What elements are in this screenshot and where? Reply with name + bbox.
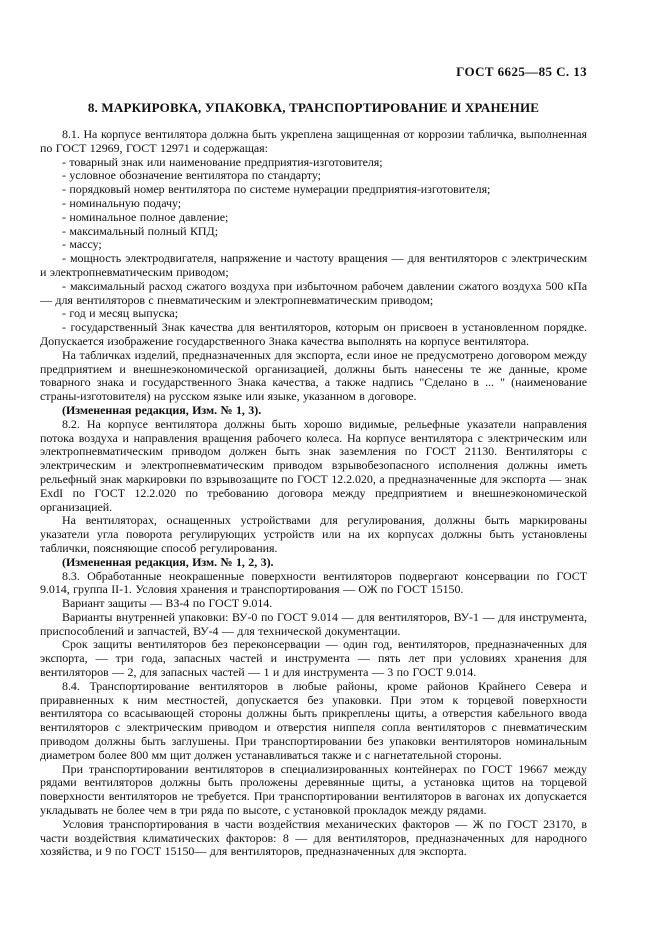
paragraph: На табличках изделий, предназначенных для экспорта, если иное не предусмотрено договором между предприятием и внешнеэкономической организацией, должны быть нанесены те же данные, кроме товарного знака и государственного Знака качества, а также надпись "Сделано в ... " (наименование страны-изготовителя) на русском языке или языке, указанном в договоре. [40, 347, 587, 404]
paragraph: 8.2. На корпусе вентилятора должны быть хорошо видимые, рельефные указатели направления потока воздуха и направления вращения рабочего колеса. На корпусе вентилятора с электрическим или электропневматическим приводом должен быть знак заземления по ГОСТ 21130. Вентиляторы с электрическим и электропневматическим приводом взрывобезопасного исполнения должны иметь рельефный знак маркировки по взрывозащите по ГОСТ 12.2.020, а предназначенные для экспорта — знак ExdI по ГОСТ 12.2.020 по требованию договора между предприятием и внешнеэкономической организацией. [40, 416, 587, 514]
paragraph: Вариант защиты — ВЗ-4 по ГОСТ 9.014. [62, 596, 273, 611]
list-item: - товарный знак или наименование предприятия-изготовителя; [62, 154, 383, 169]
paragraph: Срок защиты вентиляторов без переконсервации — один год, вентиляторов, предназначенных для экспорта, — три года, запасных частей и инструмента — пять лет при условиях хранения для вентиляторов — 2, для запасных частей — 1 и для инструмента — 3 по ГОСТ 9.014. [40, 637, 587, 680]
list-item: - максимальный расход сжатого воздуха при избыточном рабочем давлении сжатого воздуха 500 кПа — для вентиляторов с пневматическим и электропневматическим приводом; [40, 278, 587, 307]
page-header-standard-number: ГОСТ 6625—85 С. 13 [456, 64, 587, 79]
paragraph: Варианты внутренней упаковки: ВУ-0 по ГОСТ 9.014 — для вентиляторов, ВУ-1 — для инструмента, приспособлений и запчастей, ВУ-4 — для технической документации. [40, 609, 587, 638]
list-item: - государственный Знак качества для вентиляторов, которым он присвоен в установленном порядке. Допускается изображение государственного Знака качества выполнять на корпусе вентилятора. [40, 320, 587, 348]
paragraph: 8.4. Транспортирование вентиляторов в любые районы, кроме районов Крайнего Севера и приравненных к ним местностей, допускается без упаковки. При этом к торцевой поверхности вентилятора со всасывающей стороны должны быть прикреплены щиты, а отверстия кабельного ввода вентиляторов с электрическим приводом и отверстия ниппеля сопла вентиляторов с пневматическим приводом должны быть заглушены. При транспортировании без упаковки вентиляторов номинальным диаметром более 800 мм щит должен устанавливаться также и с нагнетательной стороны. [40, 678, 587, 762]
list-item: - порядковый номер вентилятора по системе нумерации предприятия-изготовителя; [62, 182, 491, 197]
list-item: - год и месяц выпуска; [62, 306, 178, 321]
list-item: - максимальный полный КПД; [62, 223, 218, 238]
revision-note: (Измененная редакция, Изм. № 1, 2, 3). [62, 554, 274, 569]
paragraph: При транспортировании вентиляторов в специализированных контейнерах по ГОСТ 19667 между рядами вентиляторов должны быть проложены деревянные щиты, а установка щитов на торцевой поверхности вентиляторов не требуется. При транспортировании вентиляторов в вагонах их допускается укладывать не более чем в три ряда по высоте, с установкой прокладок между рядами. [40, 761, 587, 818]
list-item: - мощность электродвигателя, напряжение и частоту вращения — для вентиляторов с электрическим и электропневматическим приводом; [40, 251, 587, 279]
document-body [40, 128, 587, 859]
list-item: - номинальное полное давление; [62, 209, 229, 224]
paragraph: На вентиляторах, оснащенных устройствами для регулирования, должны быть маркированы указатели угла поворота регулирующих устройств или на их корпусах должны быть установлены таблички, поясняющие способ регулирования. [40, 513, 587, 555]
list-item: - условное обозначение вентилятора по стандарту; [62, 168, 321, 183]
section-heading: 8. МАРКИРОВКА, УПАКОВКА, ТРАНСПОРТИРОВАНИЕ И ХРАНЕНИЕ [87, 100, 540, 115]
paragraph: Условия транспортирования в части воздействия механических факторов — Ж по ГОСТ 23170, в части воздействия климатических факторов: 8 — для вентиляторов, предназначенных для народного хозяйства, и 9 по ГОСТ 15150— для вентиляторов, предназначенных для экспорта. [40, 816, 587, 859]
list-item: - массу; [62, 237, 102, 252]
paragraph: 8.1. На корпусе вентилятора должна быть укреплена защищенная от коррозии табличка, выполненная по ГОСТ 12969, ГОСТ 12971 и содержащая: [40, 127, 587, 155]
paragraph: 8.3. Обработанные неокрашенные поверхности вентиляторов подвергают консервации по ГОСТ 9.014, группа II-1. Условия хранения и транспортирования — ОЖ по ГОСТ 15150. [40, 568, 587, 597]
list-item: - номинальную подачу; [62, 195, 182, 210]
revision-note: (Измененная редакция, Изм. № 1, 3). [62, 402, 262, 417]
